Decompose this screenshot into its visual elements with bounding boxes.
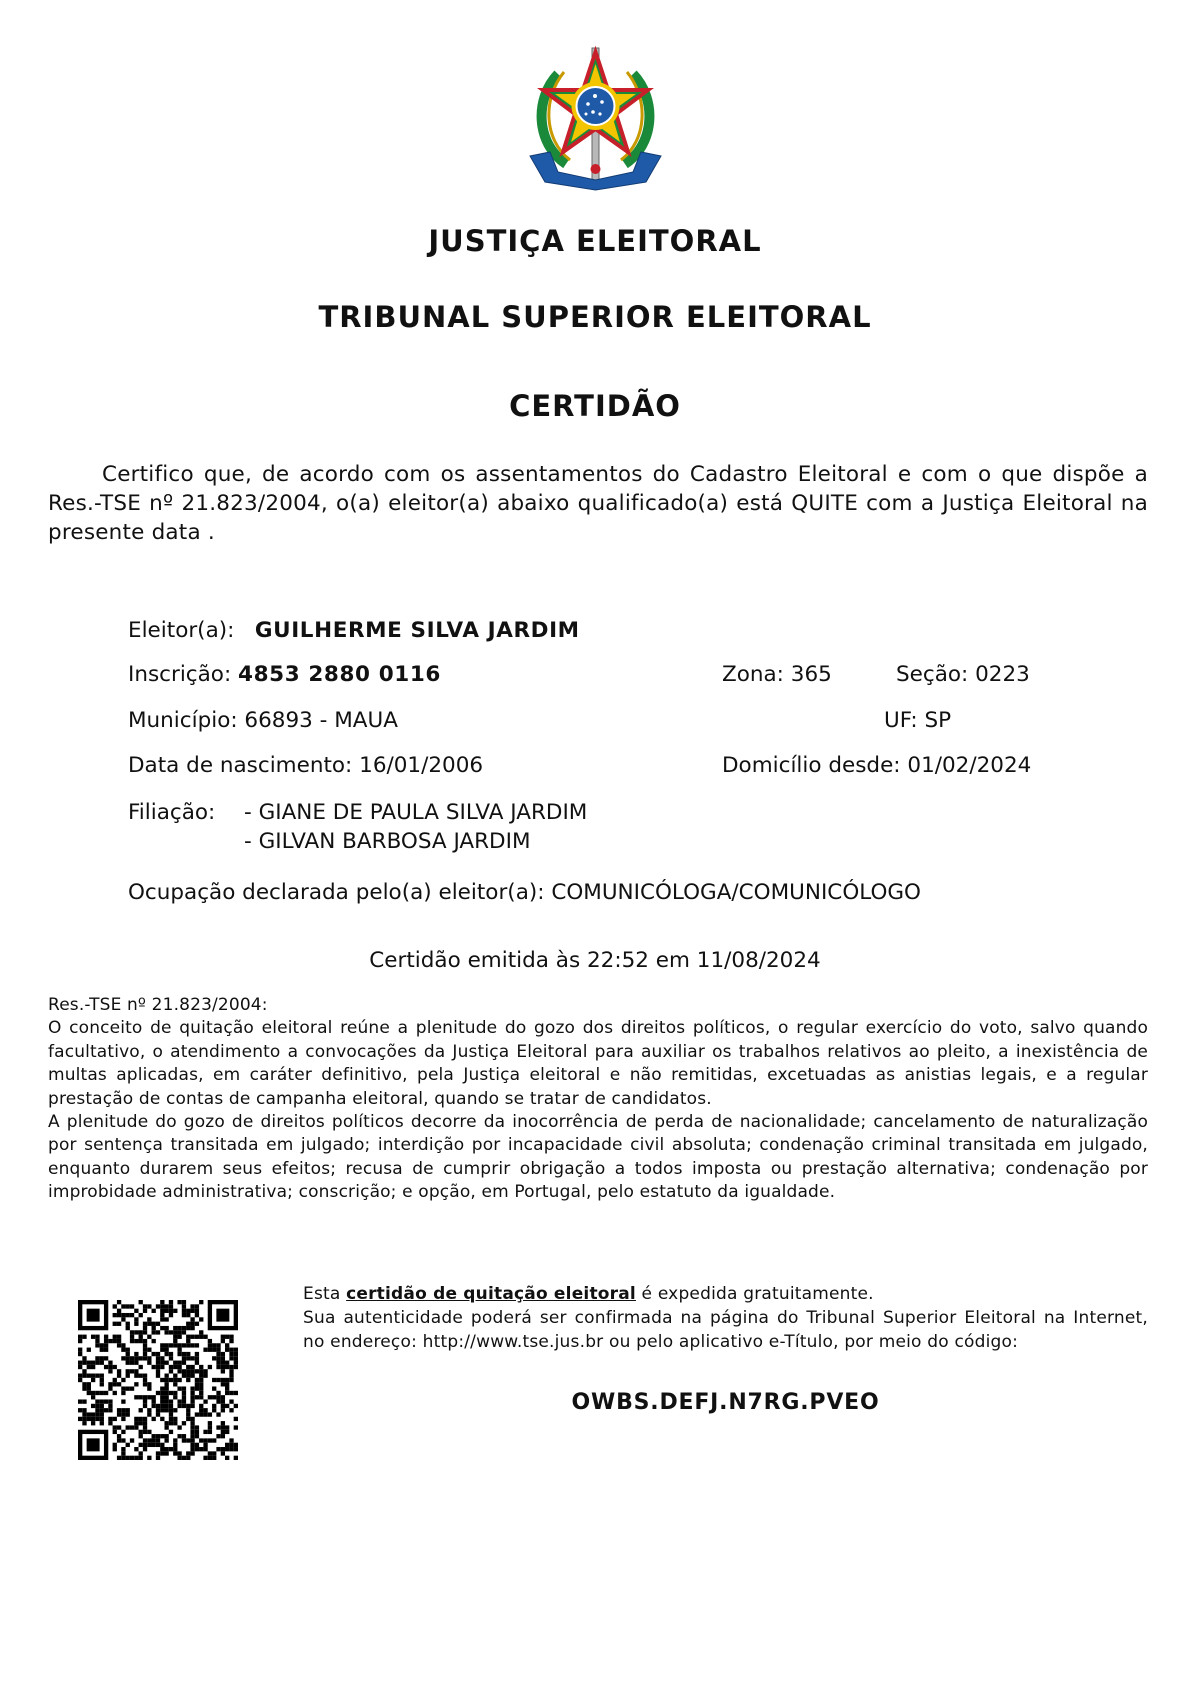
brasil-coat-of-arms-icon [528,44,663,192]
municipio: Município: 66893 - MAUA [128,708,398,733]
secao: Seção: 0223 [896,662,1030,687]
footnote-ref: Res.-TSE nº 21.823/2004: [48,995,268,1015]
inscricao-value: 4853 2880 0116 [238,662,441,687]
authentication-block [303,1282,1148,1354]
emission-datetime: Certidão emitida às 22:52 em 11/08/2024 [369,948,821,973]
validation-code: OWBS.DEFJ.N7RG.PVEO [571,1390,880,1415]
auth-pre: Esta [303,1284,341,1304]
filiacao-label: Filiação: [128,800,216,825]
inscricao-row [128,662,441,687]
auth-link: certidão de quitação eleitoral [346,1284,636,1304]
inscricao-label: Inscrição: [128,662,232,687]
title-tse: TRIBUNAL SUPERIOR ELEITORAL [318,300,872,334]
footnote-paragraph-2: A plenitude do gozo de direitos políticos decorre da inocorrência de perda de nacionalidade; cancelamento de naturalização por sentença transitada em julgado; interdição por incapacidade civil absoluta; condenação criminal transitada em julgado, enquanto durarem seus efeitos; recusa de cumprir obrigação a todos imposta ou prestação alternativa; condenação por improbidade administrativa; conscrição; e opção, em Portugal, pelo estatuto da igualdade. [48,1112,1148,1203]
zona: Zona: 365 [722,662,832,687]
voter-name: GUILHERME SILVA JARDIM [254,618,580,643]
domicilio-desde: Domicílio desde: 01/02/2024 [722,753,1032,778]
filiacao-item: - GILVAN BARBOSA JARDIM [244,829,531,854]
auth-text: Sua autenticidade poderá ser confirmada na página do Tribunal Superior Eleitoral na Internet, no endereço: http://www.tse.jus.br ou pelo aplicativo e-Título, por meio do código: [303,1308,1148,1352]
qr-code-icon [78,1300,238,1460]
uf: UF: SP [884,708,952,733]
voter-name-row [128,618,580,643]
title-justica-eleitoral: JUSTIÇA ELEITORAL [428,224,762,258]
title-certidao: CERTIDÃO [509,389,681,423]
ocupacao: Ocupação declarada pelo(a) eleitor(a): COMUNICÓLOGA/COMUNICÓLOGO [128,880,921,905]
footnote-paragraph-1: O conceito de quitação eleitoral reúne a plenitude do gozo dos direitos políticos, o regular exercício do voto, salvo quando facultativo, o atendimento a convocações da Justiça Eleitoral para auxiliar os trabalhos relativos ao pleito, a inexistência de multas aplicadas, em caráter definitivo, pela Justiça eleitoral e não remitidas, excetuadas as anistias legais, e a regular prestação de contas de campanha eleitoral, quando se tratar de candidatos. [48,1018,1148,1109]
filiacao-item: - GIANE DE PAULA SILVA JARDIM [244,800,588,825]
data-nascimento: Data de nascimento: 16/01/2006 [128,753,484,778]
voter-name-label: Eleitor(a): [128,618,235,643]
intro-paragraph: Certifico que, de acordo com os assentamentos do Cadastro Eleitoral e com o que dispõe a Res.-TSE nº 21.823/2004, o(a) eleitor(a) abaixo qualificado(a) está QUITE com a Justiça Eleitoral na presente data . [48,462,1148,545]
auth-post: é expedida gratuitamente. [635,1284,874,1304]
legal-footnote [48,994,1148,1205]
